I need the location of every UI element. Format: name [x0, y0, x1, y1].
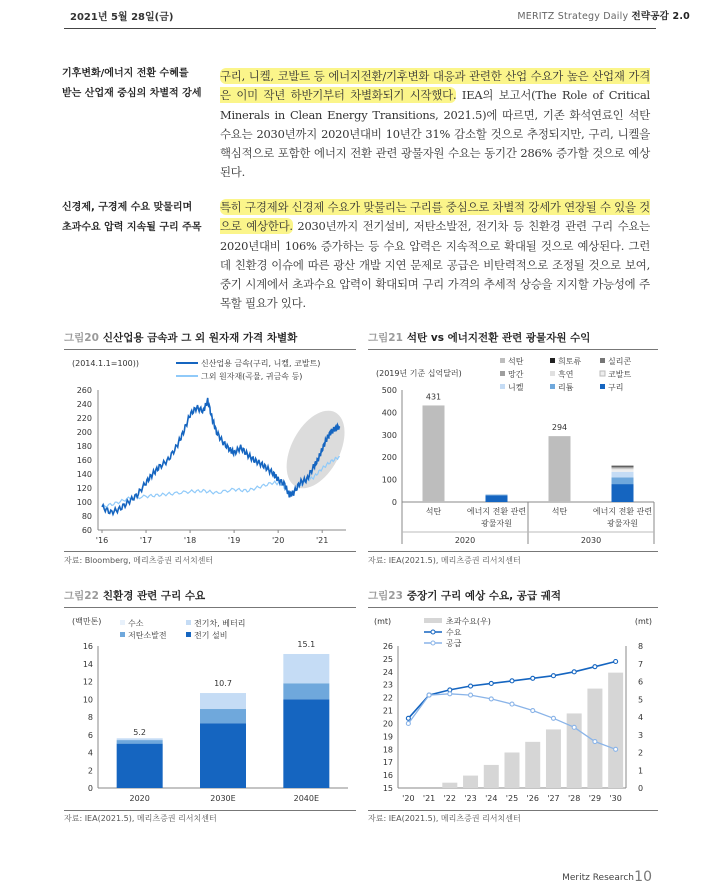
- bar-segment-전기 설비: [200, 723, 246, 788]
- bar-segment-석탄: [423, 405, 445, 502]
- page-number: 10: [634, 869, 652, 885]
- fig20-rule: [64, 349, 356, 350]
- fig22-chart: [64, 610, 356, 808]
- bar-total-label: 10.7: [214, 679, 232, 689]
- y-tick-label: 0: [391, 498, 397, 507]
- bar-excess-demand: [463, 776, 478, 788]
- x-category-label: 에너지 전환 관련: [592, 507, 653, 516]
- legend-swatch-0: [120, 620, 125, 625]
- series-name: MERITZ Strategy Daily: [517, 11, 629, 22]
- point-demand: [551, 674, 555, 678]
- point-supply: [614, 747, 618, 751]
- y-right-tick-label: 7: [638, 659, 644, 669]
- bar-segment-저탄소발전: [200, 709, 246, 723]
- x-category-label: '22: [443, 794, 457, 803]
- legend-label: 수소: [128, 619, 144, 628]
- fig22-number: 그림22: [64, 590, 99, 602]
- bar-total-label: 15.1: [297, 639, 316, 649]
- y-tick-label: 16: [82, 642, 93, 651]
- point-supply: [489, 697, 493, 701]
- bar-segment-리튬: [612, 477, 634, 484]
- x-category-label: 2020: [129, 794, 150, 803]
- y-left-tick-label: 18: [382, 745, 393, 755]
- legend-swatch-1: [550, 358, 555, 363]
- bar-excess-demand: [484, 765, 499, 788]
- bar-data-label: 294: [551, 423, 568, 433]
- side-heading-1: [62, 64, 212, 104]
- y-left-tick-label: 25: [382, 654, 393, 664]
- x-category-label: '23: [464, 794, 477, 803]
- bar-segment-전기차, 배터리: [283, 654, 329, 683]
- x-category-label: 에너지 전환 관련: [466, 507, 527, 516]
- legend-marker-demand: [431, 630, 435, 634]
- side-heading-line: 받는 산업재 중심의 차별적 강세: [62, 88, 202, 99]
- legend-label: 흑연: [558, 370, 574, 379]
- bar-excess-demand: [442, 783, 457, 788]
- y-tick-label: 500: [381, 386, 397, 395]
- fig23-title: [368, 588, 561, 603]
- highlight-text: 특히 구경제와 신경제 수요가 맞물리는 구리를 중심으로 차별적 강세가 연장될 수 있을 것으로 예상한다.: [220, 200, 650, 234]
- bar-segment-석탄: [549, 436, 571, 502]
- bar-excess-demand: [608, 673, 623, 788]
- group-label: 2020: [454, 536, 476, 545]
- x-category-label: '20: [402, 794, 415, 803]
- bar-excess-demand: [546, 729, 561, 788]
- side-heading-line: 기후변화/에너지 전환 수혜를: [62, 68, 189, 79]
- y-tick-label: 2: [87, 766, 93, 776]
- report-series: [517, 8, 690, 22]
- point-supply: [551, 716, 555, 720]
- y-tick-label: 200: [381, 453, 397, 463]
- x-category-label: '21: [422, 794, 436, 803]
- bar-segment-리튬: [486, 495, 508, 496]
- x-category-label: 석탄: [425, 507, 442, 516]
- y-left-tick-label: 15: [382, 784, 393, 793]
- x-tick-label: '21: [315, 536, 329, 545]
- header-rule: [64, 28, 656, 29]
- bar-segment-코발트: [612, 470, 634, 472]
- x-category-label: 광물자원: [607, 519, 638, 528]
- highlight-text: 구리, 니켈, 코발트 등 에너지전환/기후변화 대응과 관련한 산업 수요가 높은 산업재 가격은 이미 작년 하반기부터 차별화되기 시작했다.: [220, 69, 650, 103]
- fig22-title: [64, 588, 205, 603]
- legend-label: 니켈: [508, 383, 524, 392]
- group-label: 2030: [580, 536, 602, 545]
- x-category-label: '28: [567, 794, 581, 803]
- x-category-label: 광물자원: [481, 519, 512, 528]
- fig21-title-text: 석탄 vs 에너지전환 관련 광물자원 수익: [406, 332, 591, 344]
- y-tick-label: 100: [76, 498, 92, 507]
- x-category-label: '29: [588, 794, 602, 803]
- fig20-bottom-rule: [64, 551, 356, 552]
- bar-segment-구리: [486, 495, 508, 502]
- bar-segment-저탄소발전: [283, 683, 329, 699]
- legend-label: 전기 설비: [194, 631, 228, 640]
- y-tick-label: 100: [381, 475, 397, 485]
- report-date: 2021년 5월 28일(금): [70, 12, 174, 23]
- fig23-right-unit: (mt): [634, 617, 652, 626]
- y-left-tick-label: 21: [382, 706, 393, 716]
- point-supply: [531, 709, 535, 713]
- y-left-tick-label: 20: [382, 719, 393, 729]
- legend-label: 석탄: [508, 357, 524, 366]
- fig21-rule: [368, 349, 658, 350]
- highlight-ellipse: [275, 401, 356, 498]
- fig21-bottom-rule: [368, 551, 658, 552]
- fig20-source: 자료: Bloomberg, 메리츠증권 리서치센터: [64, 556, 214, 565]
- y-right-tick-label: 2: [638, 748, 644, 758]
- bar-segment-흑연: [612, 468, 634, 469]
- y-tick-label: 220: [76, 414, 92, 423]
- line-demand: [408, 662, 615, 719]
- legend-swatch-5: [600, 371, 605, 376]
- y-tick-label: 240: [76, 400, 92, 409]
- point-supply: [448, 692, 452, 696]
- point-demand: [531, 676, 535, 680]
- x-category-label: '30: [609, 794, 622, 803]
- fig23-rule: [368, 607, 658, 608]
- y-tick-label: 10: [82, 695, 93, 705]
- y-left-tick-label: 17: [382, 758, 393, 768]
- point-demand: [406, 716, 410, 720]
- legend-label: 망간: [508, 370, 524, 379]
- y-right-tick-label: 5: [638, 695, 644, 705]
- x-category-label: 2030E: [210, 794, 236, 803]
- fig22-unit-note: (백만톤): [72, 617, 102, 626]
- fig21-unit-note: (2019년 기준 십억달러): [376, 369, 462, 378]
- fig23-bottom-rule: [368, 810, 658, 811]
- body-paragraph-1: [220, 67, 650, 183]
- legend-label: 코발트: [608, 370, 632, 379]
- bar-segment-망간: [612, 467, 634, 468]
- y-tick-label: 14: [82, 659, 93, 669]
- legend-marker-supply: [431, 641, 435, 645]
- bar-segment-니켈: [612, 472, 634, 478]
- legend-label-other: 그외 원자재(곡물, 귀금속 등): [201, 372, 303, 381]
- y-tick-label: 60: [81, 526, 92, 535]
- legend-label: 희토류: [558, 357, 582, 366]
- y-tick-label: 180: [76, 442, 92, 451]
- fig20-number: 그림20: [64, 332, 99, 344]
- fig20-title-text: 신산업용 금속과 그 외 원자재 가격 차별화: [102, 332, 298, 344]
- fig23-left-unit: (mt): [374, 617, 392, 626]
- fig20-index-note: (2014.1.1=100)): [72, 359, 139, 368]
- y-tick-label: 300: [381, 430, 397, 440]
- bar-segment-전기차, 배터리: [200, 693, 246, 709]
- x-tick-label: '16: [95, 536, 109, 545]
- point-demand: [489, 681, 493, 685]
- fig20-title: [64, 330, 297, 345]
- y-tick-label: 0: [87, 784, 93, 793]
- bar-segment-실리콘: [612, 466, 634, 467]
- x-category-label: '25: [505, 794, 519, 803]
- legend-swatch-2: [120, 632, 125, 637]
- y-left-tick-label: 26: [382, 642, 393, 651]
- y-left-tick-label: 24: [382, 667, 393, 677]
- point-demand: [593, 665, 597, 669]
- legend-label-new: 신산업용 금속(구리, 니켈, 코발트): [201, 359, 321, 368]
- fig23-chart: [368, 610, 658, 808]
- legend-swatch-8: [600, 384, 605, 389]
- footer-brand: Meritz Research: [562, 873, 634, 883]
- point-supply: [593, 740, 597, 744]
- y-right-tick-label: 3: [638, 730, 644, 740]
- x-category-label: 석탄: [551, 507, 568, 516]
- y-right-tick-label: 1: [638, 766, 644, 776]
- y-tick-label: 160: [76, 456, 92, 465]
- bar-segment-구리: [612, 484, 634, 502]
- x-category-label: '27: [547, 794, 560, 803]
- point-supply: [427, 693, 431, 697]
- fig22-bottom-rule: [64, 810, 356, 811]
- y-tick-label: 120: [76, 484, 92, 493]
- y-tick-label: 260: [76, 386, 92, 395]
- x-tick-label: '17: [139, 536, 153, 545]
- bar-total-label: 5.2: [133, 727, 147, 737]
- fig21-number: 그림21: [368, 332, 403, 344]
- y-left-tick-label: 19: [382, 732, 393, 742]
- legend-swatch-excess: [424, 618, 442, 623]
- body-paragraph-2: [220, 198, 650, 314]
- x-tick-label: '20: [271, 536, 285, 545]
- section-name: 전략공감 2.0: [631, 11, 690, 22]
- y-left-tick-label: 16: [382, 771, 393, 781]
- x-tick-label: '19: [227, 536, 241, 545]
- point-supply: [572, 725, 576, 729]
- bar-excess-demand: [525, 742, 540, 788]
- fig22-title-text: 친환경 관련 구리 수요: [102, 590, 206, 602]
- side-heading-line: 신경제, 구경제 수요 맞물리며: [62, 202, 193, 213]
- x-tick-label: '18: [183, 536, 197, 545]
- x-category-label: 2040E: [293, 794, 320, 803]
- legend-swatch-1: [186, 620, 191, 625]
- legend-swatch-2: [600, 358, 605, 363]
- y-right-tick-label: 8: [638, 642, 644, 651]
- point-demand: [510, 679, 514, 683]
- point-supply: [406, 721, 410, 725]
- y-right-tick-label: 4: [638, 713, 644, 722]
- legend-swatch-6: [500, 384, 505, 389]
- legend-label: 구리: [608, 383, 624, 392]
- fig23-source: 자료: IEA(2021.5), 메리츠증권 리서치센터: [368, 814, 521, 823]
- point-supply: [510, 702, 514, 706]
- y-tick-label: 6: [87, 730, 93, 740]
- legend-swatch-7: [550, 384, 555, 389]
- legend-label: 초과수요(우): [446, 617, 491, 626]
- point-demand: [572, 670, 576, 674]
- legend-label: 리튬: [558, 383, 574, 392]
- fig21-title: [368, 330, 590, 345]
- x-category-label: '26: [526, 794, 539, 803]
- legend-label: 전기차, 베터리: [194, 619, 246, 628]
- bar-data-label: 431: [425, 392, 442, 402]
- bar-segment-전기 설비: [117, 744, 163, 788]
- legend-label: 수요: [446, 628, 462, 637]
- y-right-tick-label: 0: [638, 784, 644, 793]
- y-tick-label: 80: [81, 512, 92, 521]
- y-right-tick-label: 6: [638, 677, 644, 687]
- y-tick-label: 140: [76, 470, 92, 479]
- fig22-rule: [64, 607, 356, 608]
- y-left-tick-label: 22: [382, 693, 393, 703]
- legend-swatch-3: [186, 632, 191, 637]
- bar-segment-전기차, 배터리: [117, 738, 163, 740]
- y-tick-label: 200: [76, 428, 92, 437]
- bar-segment-희토류: [612, 466, 634, 467]
- legend-swatch-0: [500, 358, 505, 363]
- x-category-label: '24: [485, 794, 498, 803]
- point-supply: [469, 693, 473, 697]
- bar-segment-코발트: [486, 494, 508, 495]
- legend-swatch-3: [500, 371, 505, 376]
- fig22-source: 자료: IEA(2021.5), 메리츠증권 리서치센터: [64, 814, 217, 823]
- legend-label: 공급: [446, 639, 462, 648]
- bar-segment-전기 설비: [283, 699, 329, 788]
- legend-label: 실리콘: [608, 357, 632, 366]
- fig21-source: 자료: IEA(2021.5), 메리츠증권 리서치센터: [368, 556, 521, 565]
- fig23-title-text: 중장기 구리 예상 수요, 공급 궤적: [406, 590, 562, 602]
- y-left-tick-label: 23: [382, 680, 393, 690]
- y-tick-label: 400: [381, 408, 397, 418]
- point-demand: [614, 659, 618, 663]
- fig20-chart: [64, 352, 356, 548]
- fig23-number: 그림23: [368, 590, 403, 602]
- body-text: IEA의 보고서(The Role of Critical Minerals in Clean Energy Transitions, 2021.5)에 따르면, 기존 화석연료인 석탄 수요는 2030년까지 2020년대비 10년간 31% 감소할 것으로 추정되지만, 구리, 니켈을 핵심적으로 포함한 에너지 전환 관련 광물자원 수요는 동기간 286% 증가할 것으로 예상된다.: [220, 88, 650, 180]
- fig21-chart: [368, 352, 658, 548]
- legend-swatch-4: [550, 371, 555, 376]
- side-heading-line: 초과수요 압력 지속될 구리 주목: [62, 222, 202, 233]
- y-tick-label: 4: [87, 748, 93, 758]
- legend-label: 저탄소발전: [128, 631, 167, 640]
- point-demand: [469, 684, 473, 688]
- side-heading-2: [62, 198, 212, 238]
- bar-excess-demand: [505, 753, 520, 789]
- y-tick-label: 12: [82, 677, 93, 687]
- bar-segment-저탄소발전: [117, 740, 163, 744]
- y-tick-label: 8: [87, 713, 93, 722]
- body-text: 2030년까지 전기설비, 저탄소발전, 전기차 등 친환경 관련 구리 수요는 2020년대비 106% 증가하는 등 수요 압력은 지속적으로 확대될 것으로 예상된다. 그런데 친환경 이슈에 따른 광산 개발 지연 문제로 공급은 비탄력적으로 조정될 것으로 보여, 중기 시계에서 초과수요 압력이 확대되며 구리 가격의 추세적 상승을 지지할 가능성에 주목할 필요가 있다.: [220, 219, 650, 311]
